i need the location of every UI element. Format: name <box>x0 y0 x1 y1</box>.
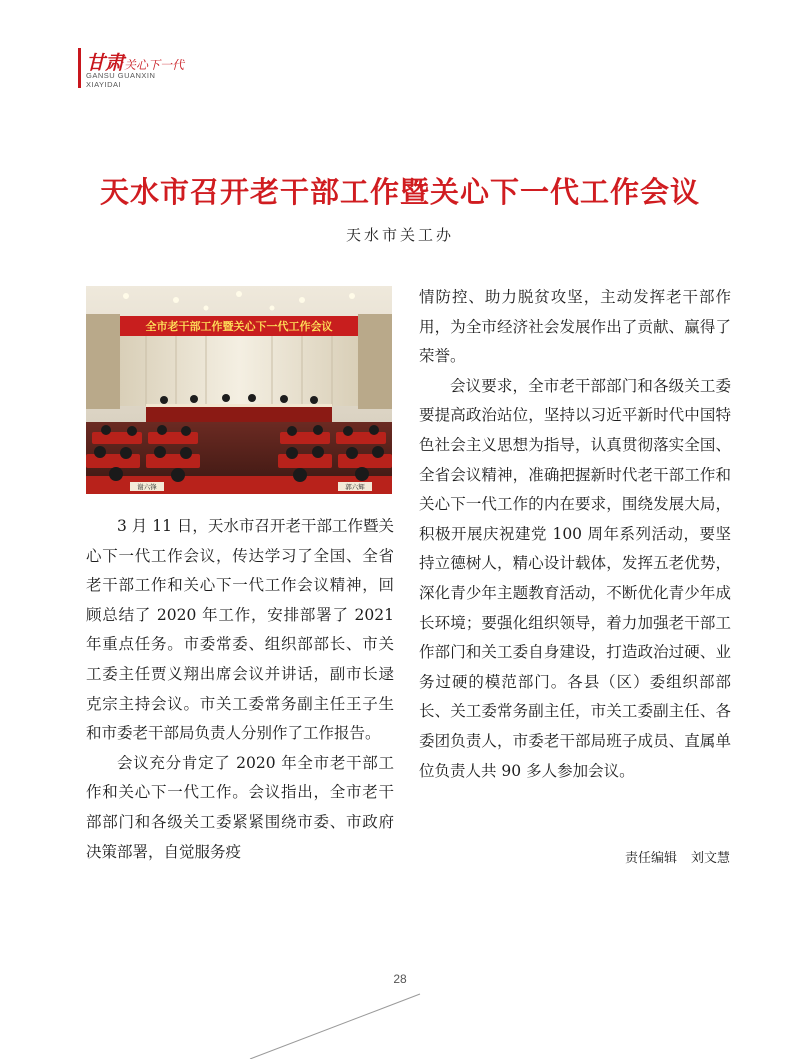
paragraph-1: 3 月 11 日，天水市召开老干部工作暨关心下一代工作会议，传达学习了全国、全省老干部工作和关心下一代工作会议精神，回顾总结了 2020 年工作，安排部署了 2021 年重点任务。市委常委、组织部部长、市关工委主任贾义翔出席会议并讲话，副市长逯克宗主持会议。市关工委常务副主任王子生和市委老干部局负责人分别作了工作报告。 <box>86 517 394 743</box>
meeting-photo <box>86 286 392 494</box>
logo-en-line1: GANSU GUANXIN <box>86 71 156 80</box>
paragraph-3: 会议要求，全市老干部部门和各级关工委要提高政治站位，坚持以习近平新时代中国特色社会主义思想为指导，认真贯彻落实全国、全省会议精神，准确把握新时代老干部工作和关心下一代工作的内在要求，围绕发展大局，积极开展庆祝建党 100 周年系列活动，要坚持立德树人，精心设计载体，发挥五老优势，深化青少年主题教育活动，不断优化青少年成长环境；要强化组织领导，着力加强老干部工作部门和关工委自身建设，打造政治过硬、业务过硬的模范部门。各县（区）委组织部部长、关工委常务副主任，市关工委副主任、各委团负责人，市委老干部局班子成员、直属单位负责人共 90 多人参加会议。 <box>419 376 731 780</box>
masthead-bar <box>78 48 81 88</box>
logo-main: 甘肃 <box>86 52 125 74</box>
page-number: 28 <box>393 972 407 986</box>
paragraph-2-continued: 情防控、助力脱贫攻坚，主动发挥老干部作用，为全市经济社会发展作出了贡献、赢得了荣誉。 <box>419 288 731 366</box>
editor-label: 责任编辑 <box>624 851 677 866</box>
logo-english <box>86 72 155 89</box>
photo-nameplate-right: 郭六辉 <box>345 483 365 491</box>
right-column <box>419 283 731 786</box>
article-byline: 天水市关工办 <box>345 226 454 244</box>
logo-sub: 关心下一代 <box>124 58 185 72</box>
photo-nameplate-left: 谢六锋 <box>137 483 157 491</box>
left-column <box>86 512 394 867</box>
editor-credit <box>0 847 730 866</box>
page-corner-decoration <box>0 990 800 1059</box>
article-title: 天水市召开老干部工作暨关心下一代工作会议 <box>99 175 700 209</box>
logo-en-line2: XIAYIDAI <box>86 79 122 89</box>
photo-banner-text: 全市老干部工作暨关心下一代工作会议 <box>145 320 333 333</box>
editor-name: 刘文慧 <box>690 851 730 866</box>
masthead-logo <box>78 46 208 92</box>
paragraph-2: 会议充分肯定了 2020 年全市老干部工作和关心下一代工作。会议指出，全市老干部部门和各级关工委紧紧围绕市委、市政府决策部署，自觉服务疫 <box>86 753 394 861</box>
